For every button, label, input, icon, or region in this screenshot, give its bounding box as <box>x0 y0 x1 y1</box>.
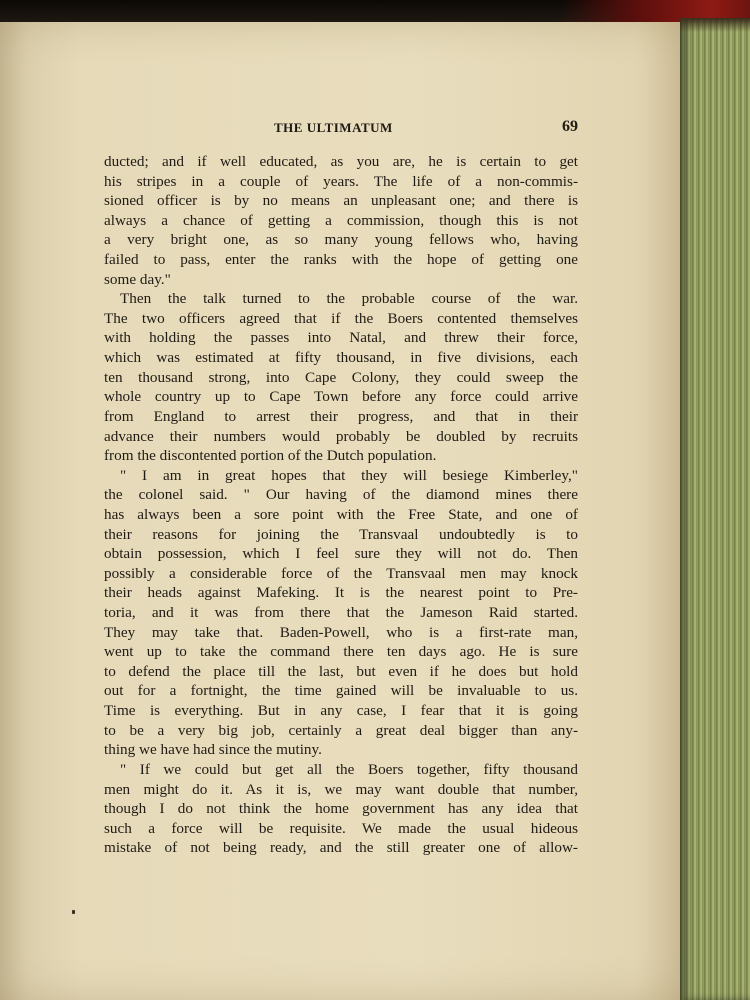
text-line: always a chance of getting a commission, though this is not <box>104 211 578 229</box>
text-line: failed to pass, enter the ranks with the hope of getting one <box>104 251 578 269</box>
text-line: They may take that. Baden-Powell, who is a first-rate man, <box>104 623 578 641</box>
text-line: toria, and it was from there that the Jameson Raid started. <box>104 604 578 622</box>
text-line: with holding the passes into Natal, and threw their force, <box>104 329 578 347</box>
text-line: his stripes in a couple of years. The life of a non-commis- <box>104 172 578 190</box>
text-line: to be a very big job, certainly a great deal bigger than any- <box>104 721 578 739</box>
text-line: The two officers agreed that if the Boers contented themselves <box>104 309 578 327</box>
text-line: advance their numbers would probably be doubled by recruits <box>104 427 578 445</box>
text-line: sioned officer is by no means an unpleasant one; and there is <box>104 192 578 210</box>
text-line: the colonel said. " Our having of the diamond mines there <box>104 486 578 504</box>
text-line: their reasons for joining the Transvaal undoubtedly is to <box>104 525 578 543</box>
page-edges <box>680 18 750 1000</box>
text-line: from England to arrest their progress, and that in their <box>104 407 578 425</box>
text-line: possibly a considerable force of the Transvaal men may knock <box>104 564 578 582</box>
text-line: Time is everything. But in any case, I fear that it is going <box>104 702 578 720</box>
text-line: to defend the place till the last, but even if he does but hold <box>104 662 578 680</box>
page-header <box>104 120 578 140</box>
text-line: " If we could but get all the Boers together, fifty thousand <box>120 760 578 778</box>
text-line: from the discontented portion of the Dutch population. <box>104 447 437 465</box>
text-line: " I am in great hopes that they will besiege Kimberley," <box>120 466 578 484</box>
text-line: men might do it. As it is, we may want double that number, <box>104 780 578 798</box>
text-line: some day." <box>104 270 171 288</box>
page-number: 69 <box>562 118 578 135</box>
text-line: obtain possession, which I feel sure they will not do. Then <box>104 545 578 563</box>
text-line: went up to take the command there ten days ago. He is sure <box>104 643 578 661</box>
text-line: thing we have had since the mutiny. <box>104 741 322 759</box>
text-line: a very bright one, as so many young fellows who, having <box>104 231 578 249</box>
text-line: though I do not think the home government has any idea that <box>104 800 578 818</box>
text-line: ten thousand strong, into Cape Colony, they could sweep the <box>104 368 578 386</box>
text-line: such a force will be requisite. We made the usual hideous <box>104 819 578 837</box>
text-line: mistake of not being ready, and the still greater one of allow- <box>104 839 578 857</box>
text-line: which was estimated at fifty thousand, in five divisions, each <box>104 349 578 367</box>
body-text <box>104 152 578 858</box>
running-title: THE ULTIMATUM <box>274 120 393 135</box>
paper-speck <box>72 910 75 914</box>
text-line: has always been a sore point with the Free State, and one of <box>104 505 578 523</box>
text-line: whole country up to Cape Town before any force could arrive <box>104 388 578 406</box>
page-edges-shadow <box>680 18 750 32</box>
text-line: out for a fortnight, the time gained will be invaluable to us. <box>104 682 578 700</box>
text-line: their heads against Mafeking. It is the nearest point to Pre- <box>104 584 578 602</box>
text-line: Then the talk turned to the probable course of the war. <box>120 290 578 308</box>
text-line: ducted; and if well educated, as you are, he is certain to get <box>104 153 578 170</box>
